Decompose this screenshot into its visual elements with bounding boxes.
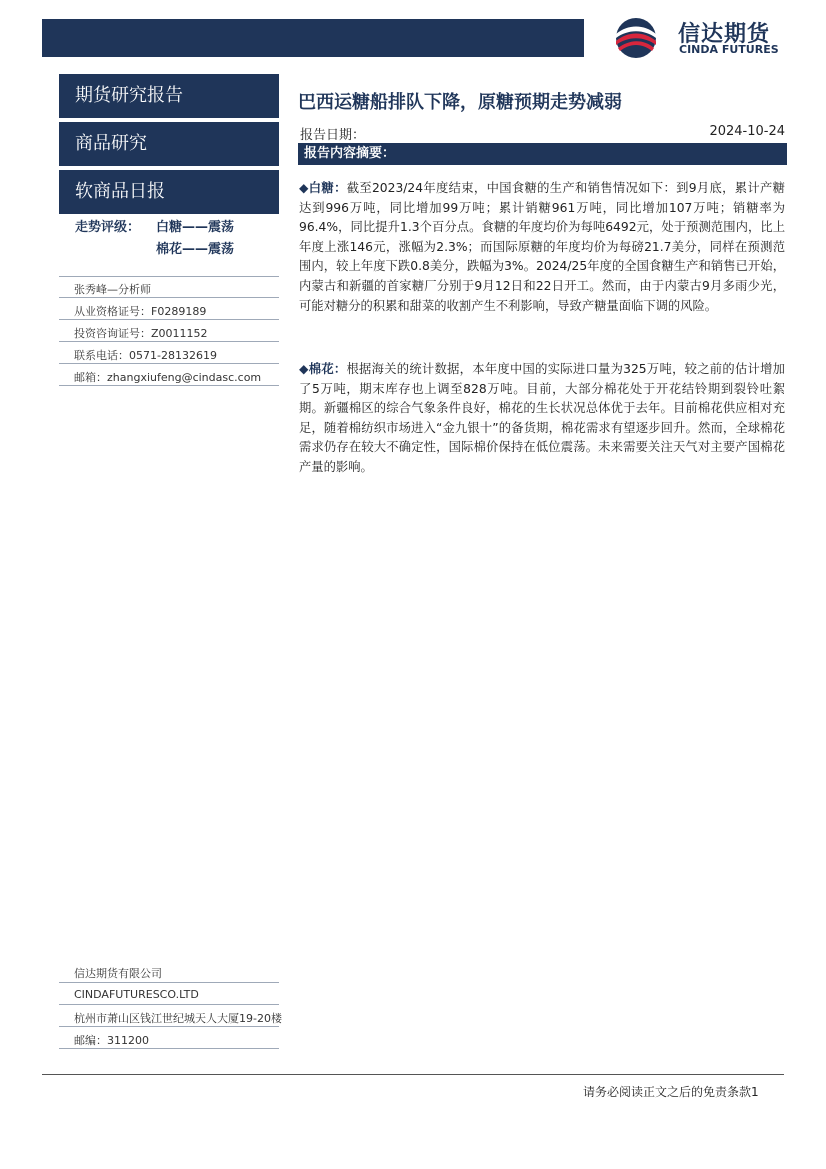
divider xyxy=(59,1026,279,1027)
divider xyxy=(59,297,279,298)
header-band xyxy=(42,19,584,57)
date-row xyxy=(298,122,787,142)
divider xyxy=(59,319,279,320)
license-number: 从业资格证号：F0289189 xyxy=(74,305,207,318)
cotton-paragraph xyxy=(299,360,785,478)
analyst-name: 张秀峰—分析师 xyxy=(74,283,151,296)
report-date: 2024-10-24 xyxy=(709,124,785,139)
report-type-label: 期货研究报告 xyxy=(59,74,279,118)
footer-divider xyxy=(42,1074,784,1075)
divider xyxy=(59,1004,279,1005)
report-name-label: 软商品日报 xyxy=(59,170,279,214)
divider xyxy=(59,341,279,342)
divider xyxy=(59,1048,279,1049)
date-label: 报告日期： xyxy=(300,128,366,143)
company-name-cn: 信达期货有限公司 xyxy=(74,967,162,980)
phone-number: 联系电话：0571-28132619 xyxy=(74,349,217,362)
company-address: 杭州市萧山区钱江世纪城天人大厦19-20楼 xyxy=(74,1012,282,1025)
rating-cotton: 棉花——震荡 xyxy=(156,242,235,257)
report-title: 巴西运糖船排队下降，原糖预期走势减弱 xyxy=(298,92,622,113)
rating-label: 走势评级： xyxy=(75,220,141,235)
sugar-paragraph xyxy=(299,179,785,316)
consult-license-number: 投资咨询证号：Z0011152 xyxy=(74,327,208,340)
divider xyxy=(59,363,279,364)
divider xyxy=(59,385,279,386)
category-label: 商品研究 xyxy=(59,122,279,166)
sugar-lead: ◆白糖： xyxy=(299,181,347,195)
logo-english-name: CINDA FUTURES xyxy=(679,43,779,56)
footer-disclaimer: 请务必阅读正文之后的免责条款1 xyxy=(583,1085,759,1099)
cotton-text: 根据海关的统计数据，本年度中国的实际进口量为325万吨，较之前的估计增加了5万吨，期末库存也上调至828万吨。目前，大部分棉花处于开花结铃期到裂铃吐絮期。新疆棉区的综合气象条件良好，棉花的生长状况总体优于去年。目前棉花供应相对充足，随着棉纺织市场进入“金九银十”的备货期，棉花需求有望逐步回升。然而，全球棉花需求仍存在较大不确定性，国际棉价保持在低位震荡。未来需要关注天气对主要产国棉花产量的影响。 xyxy=(299,362,785,474)
divider xyxy=(59,276,279,277)
divider xyxy=(59,982,279,983)
logo-chinese-name: 信达期货 xyxy=(678,22,771,47)
email-address: 邮箱：zhangxiufeng@cindasc.com xyxy=(74,371,262,384)
cotton-lead: ◆棉花： xyxy=(299,362,347,376)
sugar-text: 截至2023/24年度结束，中国食糖的生产和销售情况如下：到9月底，累计产糖达到996万吨，同比增加99万吨；累计销糖961万吨，同比增加107万吨；销糖率为96.4%，同比提升1.3个百分点。食糖的年度均价为每吨6492元，处于预测范围内，比上年度上涨146元，涨幅为2.3%；而国际原糖的年度均价为每磅21.7美分，同样在预测范围内，较上年度下跌0.8美分，跌幅为3%。2024/25年度的全国食糖生产和销售已开始，内蒙古和新疆的首家糖厂分别于9月12日和22日开工。然而，由于内蒙古9月多雨少光，可能对糖分的积累和甜菜的收割产生不利影响，导致产糖量面临下调的风险。 xyxy=(299,181,785,313)
rating-sugar: 白糖——震荡 xyxy=(156,220,235,235)
summary-header: 报告内容摘要： xyxy=(298,143,787,165)
company-name-en: CINDAFUTURESCO.LTD xyxy=(74,988,199,1001)
postcode: 邮编：311200 xyxy=(74,1034,149,1047)
